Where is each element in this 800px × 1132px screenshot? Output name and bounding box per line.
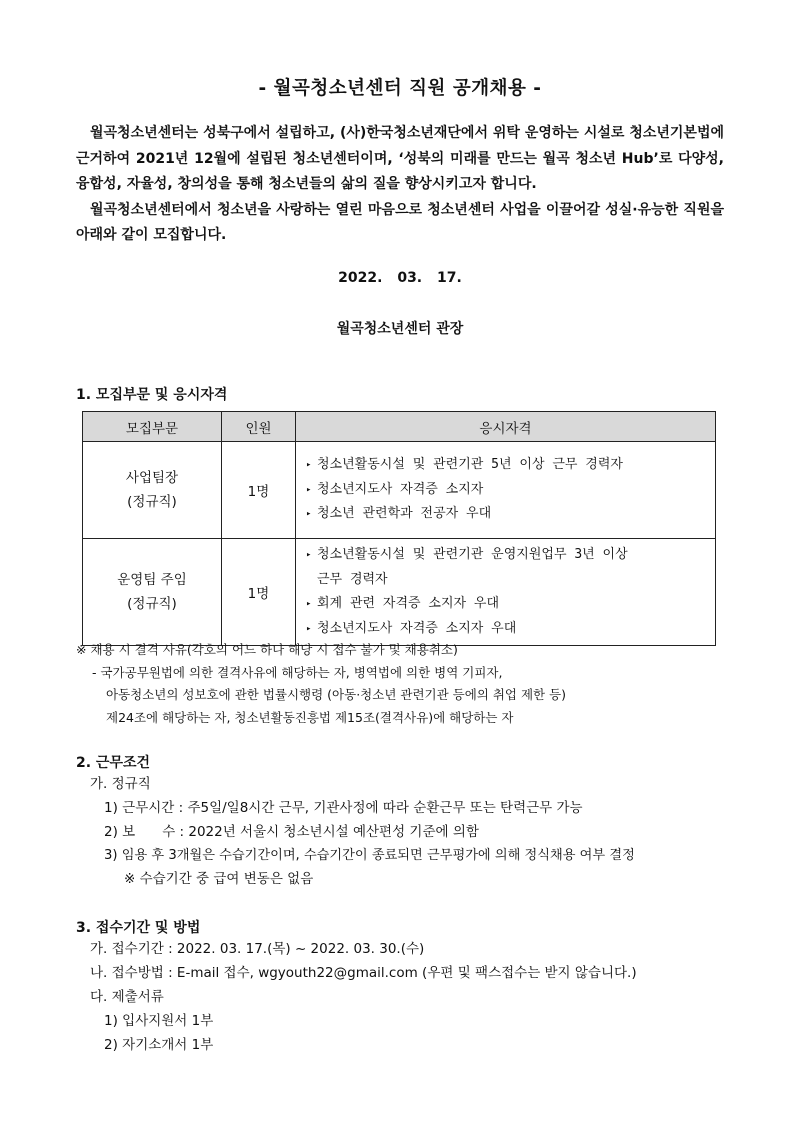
headcount-cell: 1명 <box>222 442 296 539</box>
note-line: 아동청소년의 성보호에 관한 법률시행령 (아동·청소년 관련기관 등에의 취업 제한 등) <box>106 687 567 702</box>
headcount-cell: 1명 <box>222 539 296 646</box>
triangle-bullet-icon: ▸ <box>306 484 312 495</box>
condition-item: 1) 근무시간 : 주5일/일8시간 근무, 기관사정에 따라 순환근무 또는 탄력근무 가능 <box>104 800 583 816</box>
note-line: ※ 채용 시 결격 사유(각호의 어느 하나 해당 시 접수 불가 및 채용취소) <box>76 642 458 657</box>
disqualification-note <box>76 639 566 729</box>
application-period: 가. 접수기간 : 2022. 03. 17.(목) ~ 2022. 03. 30.(수) <box>90 941 425 957</box>
condition-subheading: 가. 정규직 <box>90 776 151 792</box>
announcement-date: 2022. 03. 17. <box>338 270 462 286</box>
list-item: ▸ 청소년지도사 자격증 소지자 우대 <box>306 617 709 642</box>
qualification-cell <box>296 539 716 646</box>
list-item: ▸ 청소년활동시설 및 관련기관 5년 이상 근무 경력자 <box>306 453 709 478</box>
required-document-item: 1) 입사지원서 1부 <box>104 1013 214 1029</box>
required-documents-heading: 다. 제출서류 <box>90 989 164 1005</box>
table-row <box>83 442 716 539</box>
table-header: 인원 <box>222 412 296 442</box>
intro-text <box>76 121 724 249</box>
employment-type: (정규직) <box>127 596 177 612</box>
section-1-title: 1. 모집부문 및 응시자격 <box>76 387 228 403</box>
table-row <box>83 539 716 646</box>
application-method: 나. 접수방법 : E-mail 접수, wgyouth22@gmail.com (우편 및 팩스접수는 받지 않습니다.) <box>90 965 637 981</box>
recruitment-table <box>82 411 716 646</box>
condition-item: 2) 보 수 : 2022년 서울시 청소년시설 예산편성 기준에 의함 <box>104 824 479 840</box>
triangle-bullet-icon: ▸ <box>306 599 312 609</box>
required-document-item: 2) 자기소개서 1부 <box>104 1037 214 1053</box>
triangle-bullet-icon: ▸ <box>306 550 312 560</box>
section-3-title: 3. 접수기간 및 방법 <box>76 920 201 936</box>
note-line: - 국가공무원법에 의한 결격사유에 해당하는 자, 병역법에 의한 병역 기피자, <box>92 664 503 680</box>
qualification-cell <box>296 442 716 539</box>
position-name: 사업팀장 <box>125 470 179 486</box>
intro-paragraph-2: 월곡청소년센터에서 청소년을 사랑하는 열린 마음으로 청소년센터 사업을 이끌어갈 성실·유능한 직원을 아래와 같이 모집합니다. <box>76 201 724 243</box>
signer: 월곡청소년센터 관장 <box>336 321 464 337</box>
list-item-continuation: 근무 경력자 <box>317 571 388 587</box>
page-title: - 월곡청소년센터 직원 공개채용 - <box>258 78 542 99</box>
table-header-row <box>83 412 716 442</box>
section-2-title: 2. 근무조건 <box>76 755 151 771</box>
position-cell <box>83 539 222 646</box>
table-header: 모집부문 <box>83 412 222 442</box>
position-cell <box>83 442 222 539</box>
table-header: 응시자격 <box>296 412 716 442</box>
list-item: ▸ 청소년 관련학과 전공자 우대 <box>306 502 709 527</box>
list-item: ▸ 회계 관련 자격증 소지자 우대 <box>306 592 709 617</box>
employment-type: (정규직) <box>127 494 177 510</box>
condition-note: ※ 수습기간 중 급여 변동은 없음 <box>124 871 314 887</box>
condition-item: 3) 임용 후 3개월은 수습기간이며, 수습기간이 종료되면 근무평가에 의해 정식채용 여부 결정 <box>104 848 635 863</box>
note-line: 제24조에 해당하는 자, 청소년활동진흥법 제15조(결격사유)에 해당하는 자 <box>106 709 514 725</box>
list-item: ▸ 청소년활동시설 및 관련기관 운영지원업무 3년 이상 <box>306 543 709 568</box>
position-name: 운영팀 주임 <box>117 572 187 588</box>
triangle-bullet-icon: ▸ <box>306 509 312 520</box>
intro-paragraph-1: 월곡청소년센터는 성북구에서 설립하고, (사)한국청소년재단에서 위탁 운영하는 시설로 청소년기본법에 근거하여 2021년 12월에 설립된 청소년센터이며, ‘성북의 미래를 만드는 월곡 청소년 Hub’로 다양성, 융합성, 자율성, 창의성을 통해 청소년들의 삶의 질을 향상시키고자 합니다. <box>76 125 724 192</box>
triangle-bullet-icon: ▸ <box>306 460 312 471</box>
triangle-bullet-icon: ▸ <box>306 623 312 634</box>
list-item: ▸ 청소년지도사 자격증 소지자 <box>306 478 709 503</box>
